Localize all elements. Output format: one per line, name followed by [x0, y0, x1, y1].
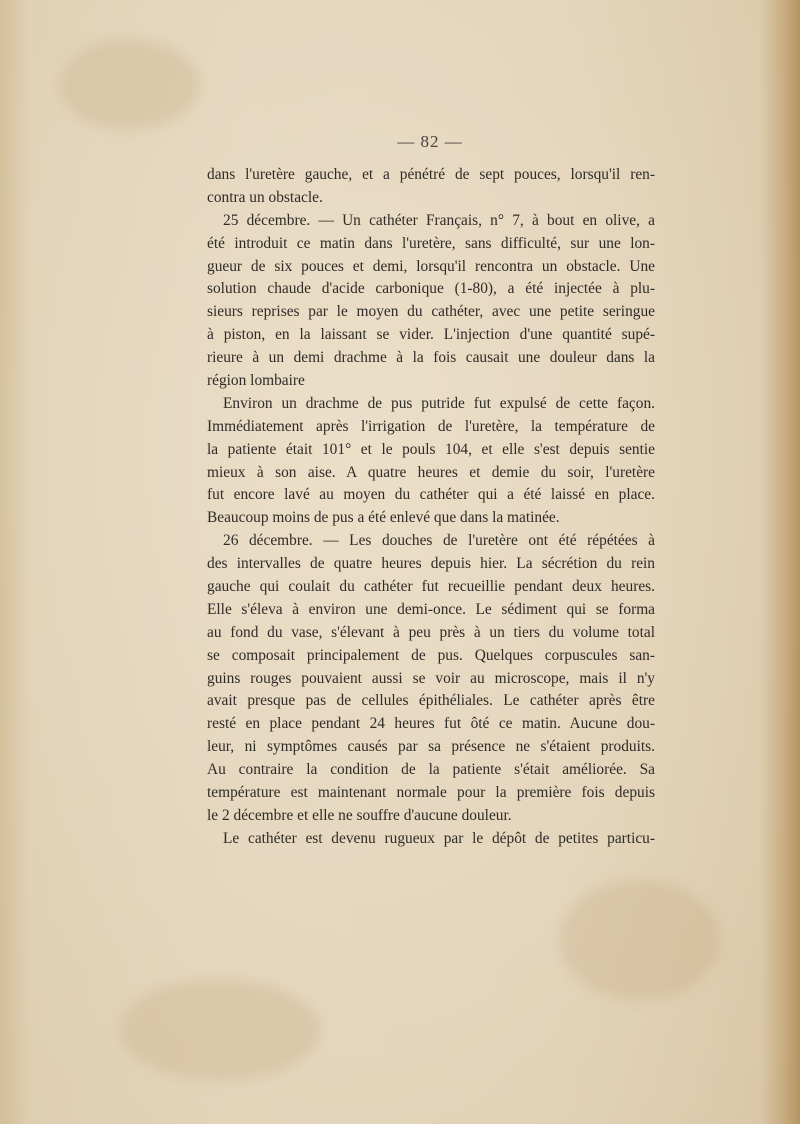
text-line: guins rouges pouvaient aussi se voir au microscope, mais il n'y	[207, 669, 655, 687]
text-line: Environ un drachme de pus putride fut expulsé de cette façon.	[223, 394, 655, 412]
text-line: resté en place pendant 24 heures fut ôté ce matin. Aucune dou-	[207, 715, 655, 733]
text-line: sieurs reprises par le moyen du cathéter, avec une petite seringue	[207, 303, 655, 321]
text-line: solution chaude d'acide carbonique (1-80), a été injectée à plu-	[207, 280, 655, 298]
text-line: la patiente était 101° et le pouls 104, et elle s'est depuis sentie	[207, 440, 655, 458]
text-line: mieux à son aise. A quatre heures et demie du soir, l'uretère	[207, 463, 655, 481]
text-line: avait presque pas de cellules épithéliales. Le cathéter après être	[207, 692, 655, 710]
paper-stain	[60, 40, 200, 130]
text-line: leur, ni symptômes causés par sa présence ne s'étaient produits.	[207, 738, 655, 756]
text-line: rieure à un demi drachme à la fois causait une douleur dans la	[207, 349, 655, 367]
page-edge-left	[0, 0, 30, 1124]
body-text	[207, 164, 655, 851]
text-line: fut encore lavé au moyen du cathéter qui a été laissé en place.	[207, 486, 655, 504]
text-line: à piston, en la laissant se vider. L'injection d'une quantité supé-	[207, 326, 655, 344]
text-line: Elle s'éleva à environ une demi-once. Le sédiment qui se forma	[207, 600, 655, 618]
text-line: le 2 décembre et elle ne souffre d'aucune douleur.	[207, 806, 512, 824]
text-line: température est maintenant normale pour la première fois depuis	[207, 784, 655, 802]
text-line: des intervalles de quatre heures depuis hier. La sécrétion du rein	[207, 555, 655, 573]
text-line: contra un obstacle.	[207, 188, 323, 206]
text-line: région lombaire	[207, 372, 305, 390]
text-line: se composait principalement de pus. Quelques corpuscules san-	[207, 646, 655, 664]
text-line: gueur de six pouces et demi, lorsqu'il rencontra un obstacle. Une	[207, 257, 655, 275]
paper-stain	[560, 880, 720, 1000]
text-line: Le cathéter est devenu rugueux par le dépôt de petites particu-	[223, 829, 655, 847]
page-number: — 82 —	[397, 132, 463, 151]
page-edge-right	[760, 0, 800, 1124]
text-line: au fond du vase, s'élevant à peu près à un tiers du volume total	[207, 623, 655, 641]
text-line: été introduit ce matin dans l'uretère, sans difficulté, sur une lon-	[207, 234, 655, 252]
text-line: 26 décembre. — Les douches de l'uretère ont été répétées à	[223, 532, 655, 550]
paper-stain	[120, 980, 320, 1080]
text-line: Au contraire la condition de la patiente s'était améliorée. Sa	[207, 761, 655, 779]
text-line: gauche qui coulait du cathéter fut recueillie pendant deux heures.	[207, 578, 655, 596]
text-line: Beaucoup moins de pus a été enlevé que dans la matinée.	[207, 509, 560, 527]
text-line: Immédiatement après l'irrigation de l'uretère, la température de	[207, 417, 655, 435]
text-line: 25 décembre. — Un cathéter Français, n° 7, à bout en olive, a	[223, 211, 655, 229]
text-line: dans l'uretère gauche, et a pénétré de sept pouces, lorsqu'il ren-	[207, 166, 655, 183]
